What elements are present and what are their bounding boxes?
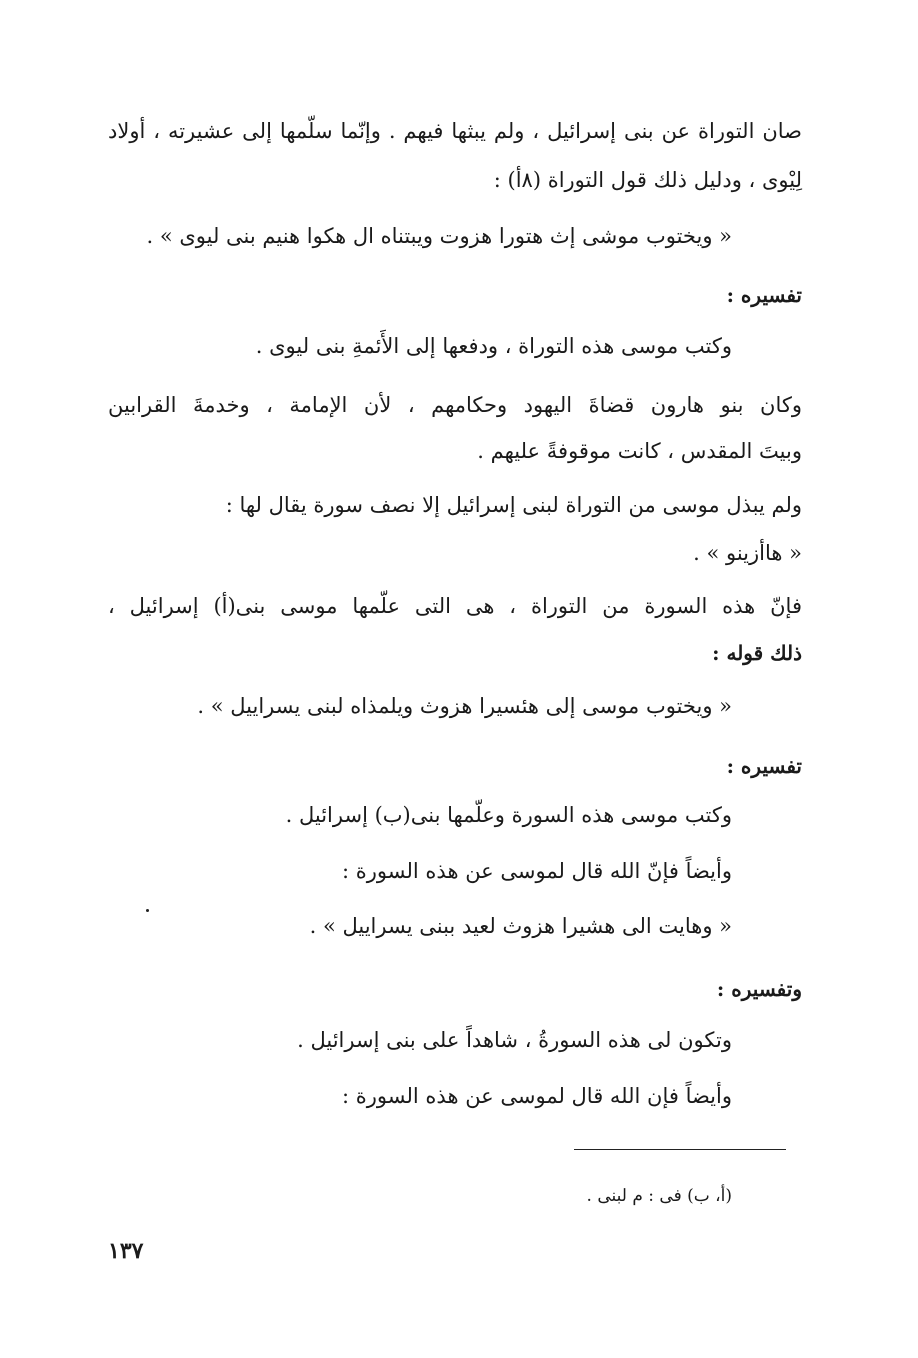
text-line-1: صان التوراة عن بنى إسرائيل ، ولم يبثها فيهم . وإنّما سلّمها إلى عشيرته ، أولاد [108,119,802,143]
text-line-2: لِيْوى ، ودليل ذلك قول التوراة (٨أ) : [493,168,802,192]
text-line-11: وأيضاً فإنّ الله قال لموسى عن هذه السورة : [342,859,732,883]
text-line-4: وكان بنو هارون قضاةَ اليهود وحكامهم ، لأن الإمامة ، وخدمةَ القرابين [108,393,802,417]
section-heading-tafsir-3: وتفسيره : [716,977,802,1001]
footnote-separator [574,1149,786,1150]
text-line-7: « هاأزينو » . [693,541,802,565]
speck-mark [146,909,149,912]
quote-line-2: « ويختوب موسى إلى هئسيرا هزوث ويلمذاه لبنى يسراييل » . [197,694,732,718]
text-line-10: وكتب موسى هذه السورة وعلّمها بنى(ب) إسرائيل . [285,803,732,827]
text-line-3: وكتب موسى هذه التوراة ، ودفعها إلى الأَئمةِ بنى ليوى . [255,334,732,358]
quote-line-3: « وهايت الى هشيرا هزوث لعيد ببنى يسراييل » . [309,914,732,938]
text-line-9: ذلك قوله : [712,641,802,665]
page-number: ١٣٧ [108,1238,144,1264]
section-heading-tafsir-2: تفسيره : [726,754,802,778]
text-line-5: وبيتَ المقدس ، كانت موقوفةً عليهم . [477,439,802,463]
text-line-13: وأيضاً فإن الله قال لموسى عن هذه السورة : [342,1084,732,1108]
footnote-text: (أ، ب) فى : م لبنى . [586,1186,732,1206]
text-line-12: وتكون لى هذه السورةُ ، شاهداً على بنى إسرائيل . [297,1028,732,1052]
section-heading-tafsir-1: تفسيره : [726,283,802,307]
text-line-6: ولم يبذل موسى من التوراة لبنى إسرائيل إلا نصف سورة يقال لها : [225,493,802,517]
text-line-8: فإنّ هذه السورة من التوراة ، هى التى علّمها موسى بنى(أ) إسرائيل ، [108,594,802,618]
quote-line-1: « ويختوب موشى إث هتورا هزوت ويبتناه ال هكوا هنيم بنى ليوى » . [146,224,732,248]
